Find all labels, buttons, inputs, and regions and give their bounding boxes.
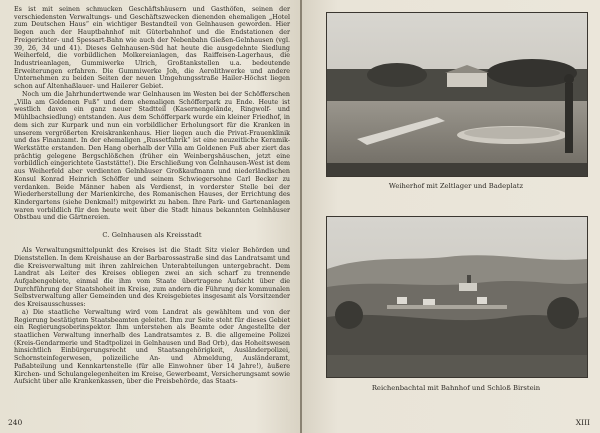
photo-caption: Reichenbachtal mit Bahnhof und Schloß Birstein bbox=[371, 384, 541, 392]
right-page bbox=[302, 0, 600, 433]
photo-lake-camp bbox=[326, 12, 588, 177]
text-column bbox=[14, 6, 290, 386]
photo-caption: Weiherhof mit Zeltlager und Badeplatz bbox=[388, 182, 524, 190]
section-heading: C. Gelnhausen als Kreisstadt bbox=[102, 231, 202, 240]
photo-valley-village bbox=[326, 216, 588, 378]
page-number: 240 bbox=[8, 418, 23, 427]
paragraph: Als Verwaltungsmittelpunkt des Kreises ist die Stadt Sitz vieler Behörden und Dienststellen. In dem Kreishause an der Barbarossastraße sind das Landratsamt und die Kreisverwaltung mit ihren zahlreichen Unterabteilungen untergebracht. Dem Landrat als Leiter des Kreises obliegen zwei an sich scharf zu trennende Aufgabengebiete, einmal die ihm vom Staate übertragene Aufsicht über die Durchführung der Staatshoheit im Kreise, zum andern die Führung der kommunalen Selbstverwaltung aller Gemeinden und des Kreisgebietes insgesamt als Vorsitzender des Kreisausschusses: bbox=[14, 247, 290, 309]
paragraph: Es ist mit seinen schmucken Geschäftshäusern und Gasthöfen, seinen der verschiedensten Verwaltungs- und Geschäftszwecken dienenden ehemaligen „Hotel zum Deutschen Haus“ ein wichtiger Bestandteil von Gelnhausen geworden. Hier liegen auch der Hauptbahnhof mit Güterbahnhof und die Endstationen der Freigerichter- und Spessart-Bahn wie auch der Nebenbahn Gießen-Gelnhausen (vgl. 39, 26, 34 und 41). Dieses Gelnhausen-Süd hat heute die ausgedehnte Siedlung Weiherfeld, die vorbildlichen Molkereianlagen, das Raiffeisen-Lagerhaus, die Industrieanlagen, Gummiwerke Ulrich, Großtankstellen u.a. bedeutende Erweiterungen erfahren. Die Gummiwerke Joh, die Aerolithwerke und andere Unternehmen zu beiden Seiten der neuen Umgehungsstraße Hailer-Höchst liegen schon auf Altenhaßlauer- und Hailerer Gebiet. bbox=[14, 6, 290, 91]
paragraph: a) Die staatliche Verwaltung wird vom Landrat als gewähltem und von der Regierung bestätigtem Staatsbeamten geleitet. Ihm zur Seite steht für dieses Gebiet ein Regierungsoberinspektor. Ihm unterstehen als Beamte oder Angestellte der staatlichen Verwaltung innerhalb des Landratsamtes z. B. die allgemeine Polizei (Kreis-Gendarmerie und Stadtpolizei in Gelnhausen und Bad Orb), das Hoheitswesen hinsichtlich Einbürgerungsrecht und Staatsangehörigkeit, Ausländerpolizei, Schornsteinfegerwesen, polizeiliche An- und Abmeldung, Ausländeramt, Paßabteilung und Kennkartenstelle (für alle Einwohner über 14 Jahre!), äußere Kirchen- und Schulangelegenheiten im Kreise, Gewerbeamt, Versicherungsamt sowie Aufsicht über alle Krankenkassen, über die Preisbehörde, das Staats- bbox=[14, 308, 290, 386]
paragraph: Noch um die Jahrhundertwende war Gelnhausen im Westen bei der Schöfferschen „Villa am Goldenen Fuß“ und dem ehemaligen Schöfferpark zu Ende. Heute ist westlich davon ein ganz neuer Stadtteil (Kasernengelände, Ringwolf- und Mühlbachsiedlung) entstanden. Aus dem Schöfferpark wurde ein kleiner Friedhof, in dem sich zur Kurpark und nun ein vorbildlicher Erholungsort für die Kranken in unserem vergrößerten Kreiskrankenhaus. Hier liegen auch die Privat-Frauenklinik und das Finanzamt. In der ehemaligen „Russetfabrik“ ist eine neuzeitliche Keramik-Werkstätte erstanden. Den Hang oberhalb der Villa am Goldenen Fuß aber ziert das prächtig gelegene Bergschlößchen (früher ein Weinbergshäuschen, jetzt eine vorbildlich eingerichtete Gaststätte!). Die Erschließung von Gelnhausen-West ist dem aus Weiherfeld aber verdienten Gelnhäuser Großkaufmann und niederländischen Konsul Konrad Heinrich Schöffer und seinem Schwiegersohne Carl Becker zu verdanken. Beide Männer haben als Verdienst, in vorderster Stelle bei der Wiederherstellung der Marienkirche, des Romanischen Hauses, der Errichtung des Kindergartens (siehe Denkmal!) mitgewirkt zu haben. Ihre Park- und Gartenanlagen waren vorbildlich für den heute weit über die Stadt hinaus bekannten Gelnhäuser Obstbau und die Gärtnereien. bbox=[14, 90, 290, 222]
page-number: XIII bbox=[575, 418, 590, 427]
